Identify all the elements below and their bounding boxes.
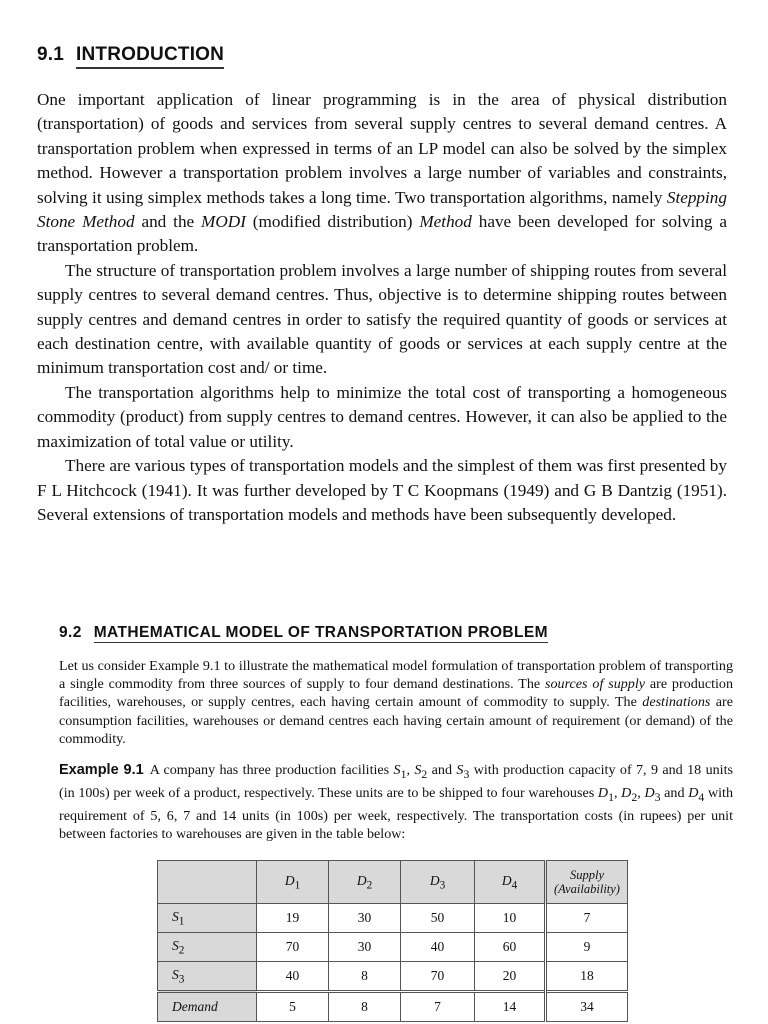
term-sources-of-supply: sources of supply — [545, 676, 646, 693]
total-cell: 34 — [546, 992, 628, 1022]
introduction-body — [37, 88, 727, 527]
row-label-s1: $S_1$ — [158, 904, 257, 933]
availability-header-line: (Availability) — [554, 882, 620, 896]
example-paragraph: Example 9.1 A company has three production facilities $S_1$, $S_2$ and $S_3$ with production capacity of 7, 9 and 18 units (in 100s) per week of a product, respectively. These units are to be shipped to four warehouses $D_1$, $D_2$, $D_3$ and $D_4$ with requirement of 5, 6, 7 and 14 units (in 100s) per week, respectively. The transportation costs (in rupees) per unit between factories to warehouses are given in the table below: — [59, 762, 734, 843]
example-label: Example 9.1 — [59, 762, 144, 779]
cost-cell: 40 — [401, 933, 475, 962]
intro-paragraph-1 — [37, 88, 727, 259]
cost-cell: 70 — [401, 962, 475, 992]
text-run: A company has three production facilities — [149, 762, 394, 779]
method-name-stepping-stone: Stepping Stone Method — [37, 187, 727, 232]
supply-header-line: Supply — [569, 868, 605, 882]
term-destinations: destinations — [642, 694, 711, 711]
section-number: 9.2 — [59, 624, 82, 641]
row-label-demand: Demand — [158, 992, 257, 1022]
cost-cell: 60 — [475, 933, 546, 962]
column-header-supply — [546, 861, 628, 904]
cost-cell: 30 — [329, 904, 401, 933]
row-label-s3: $S_3$ — [158, 962, 257, 992]
table-row-s1 — [158, 904, 628, 933]
cost-cell: 50 — [401, 904, 475, 933]
cost-cell: 10 — [475, 904, 546, 933]
cost-cell: 8 — [329, 962, 401, 992]
demand-cell: 7 — [401, 992, 475, 1022]
column-header-d2: $D_2$ — [329, 861, 401, 904]
text-run: are consumption facilities, warehouses or demand centres each having certain amount of requirement (or demand) of the commodity. — [59, 694, 733, 747]
text-run: One important application of linear programming is in the area of physical distribution (transportation) of goods and services from several supply centres to several demand centres. A transportation problem when expressed in terms of an LP model can also be solved by the simplex method. However a transportation problem involves a large number of variables and constraints, solving it using simplex methods takes a long time. Two transportation algorithms, namely — [37, 90, 727, 207]
text-run: and the — [134, 212, 202, 232]
transportation-cost-table — [157, 860, 628, 1022]
supply-cell: 9 — [546, 933, 628, 962]
text-run: are production facilities, warehouses, or supply centres, each having certain amount of commodity to supply. The — [59, 676, 733, 711]
method-name-modi: MODI — [201, 212, 246, 232]
text-run: with production capacity of 7, 9 and 18 units (in 100s) per week of a product, respectively. These units are to be shipped to four warehouses — [59, 762, 733, 802]
supply-cell: 7 — [546, 904, 628, 933]
text-run: have been developed for solving a transportation problem. — [37, 212, 727, 256]
cost-cell: 30 — [329, 933, 401, 962]
text-run: and — [427, 762, 457, 779]
demand-cell: 8 — [329, 992, 401, 1022]
math-model-body — [59, 657, 733, 856]
section-heading-math-model — [59, 624, 548, 642]
intro-paragraph-4: There are various types of transportation models and the simplest of them was first presented by F L Hitchcock (1941). It was further developed by T C Koopmans (1949) and G B Dantzig (1951). Several extensions of transportation models and methods have been subsequently developed. — [37, 456, 727, 524]
supply-cell: 18 — [546, 962, 628, 992]
method-word: Method — [419, 212, 472, 232]
intro-paragraph-2: The structure of transportation problem involves a large number of shipping routes from several supply centres to several demand centres. Thus, objective is to determine shipping routes between supply centres and demand centres in order to satisfy the required quantity of goods or services at each destination centre, with available quantity of goods or services at each supply centre at the minimum transportation cost and/ or time. — [37, 260, 727, 378]
math-model-intro-paragraph — [59, 657, 733, 748]
text-run: (modified distribution) — [245, 212, 420, 232]
section-title: MATHEMATICAL MODEL OF TRANSPORTATION PROBLEM — [93, 624, 548, 641]
text-run: and — [660, 785, 689, 802]
section-title: INTRODUCTION — [76, 44, 224, 69]
column-header-d4: $D_4$ — [475, 861, 546, 904]
row-label-s2: $S_2$ — [158, 933, 257, 962]
corner-cell — [158, 861, 257, 904]
text-run: Let us consider Example 9.1 to illustrate the mathematical model formulation of transportation problem of transporting a single commodity from three sources of supply to four demand destinations. The — [59, 658, 733, 693]
text-run: with requirement of 5, 6, 7 and 14 units (in 100s) per week, respectively. The transportation costs (in rupees) per unit between factories to warehouses are given in the table below: — [59, 785, 734, 843]
cost-cell: 70 — [257, 933, 329, 962]
cost-cell: 20 — [475, 962, 546, 992]
demand-cell: 14 — [475, 992, 546, 1022]
table-row-s3 — [158, 962, 628, 992]
intro-paragraph-3: The transportation algorithms help to minimize the total cost of transporting a homogeneous commodity (product) from supply centres to demand centres. However, it can also be applied to the maximization of total value or utility. — [37, 382, 727, 451]
section-number: 9.1 — [37, 44, 65, 65]
section-heading-introduction — [37, 44, 224, 66]
table-row-demand — [158, 992, 628, 1022]
table-header-row — [158, 861, 628, 904]
column-header-d1: $D_1$ — [257, 861, 329, 904]
column-header-d3: $D_3$ — [401, 861, 475, 904]
cost-cell: 19 — [257, 904, 329, 933]
demand-cell: 5 — [257, 992, 329, 1022]
table-row-s2 — [158, 933, 628, 962]
cost-cell: 40 — [257, 962, 329, 992]
